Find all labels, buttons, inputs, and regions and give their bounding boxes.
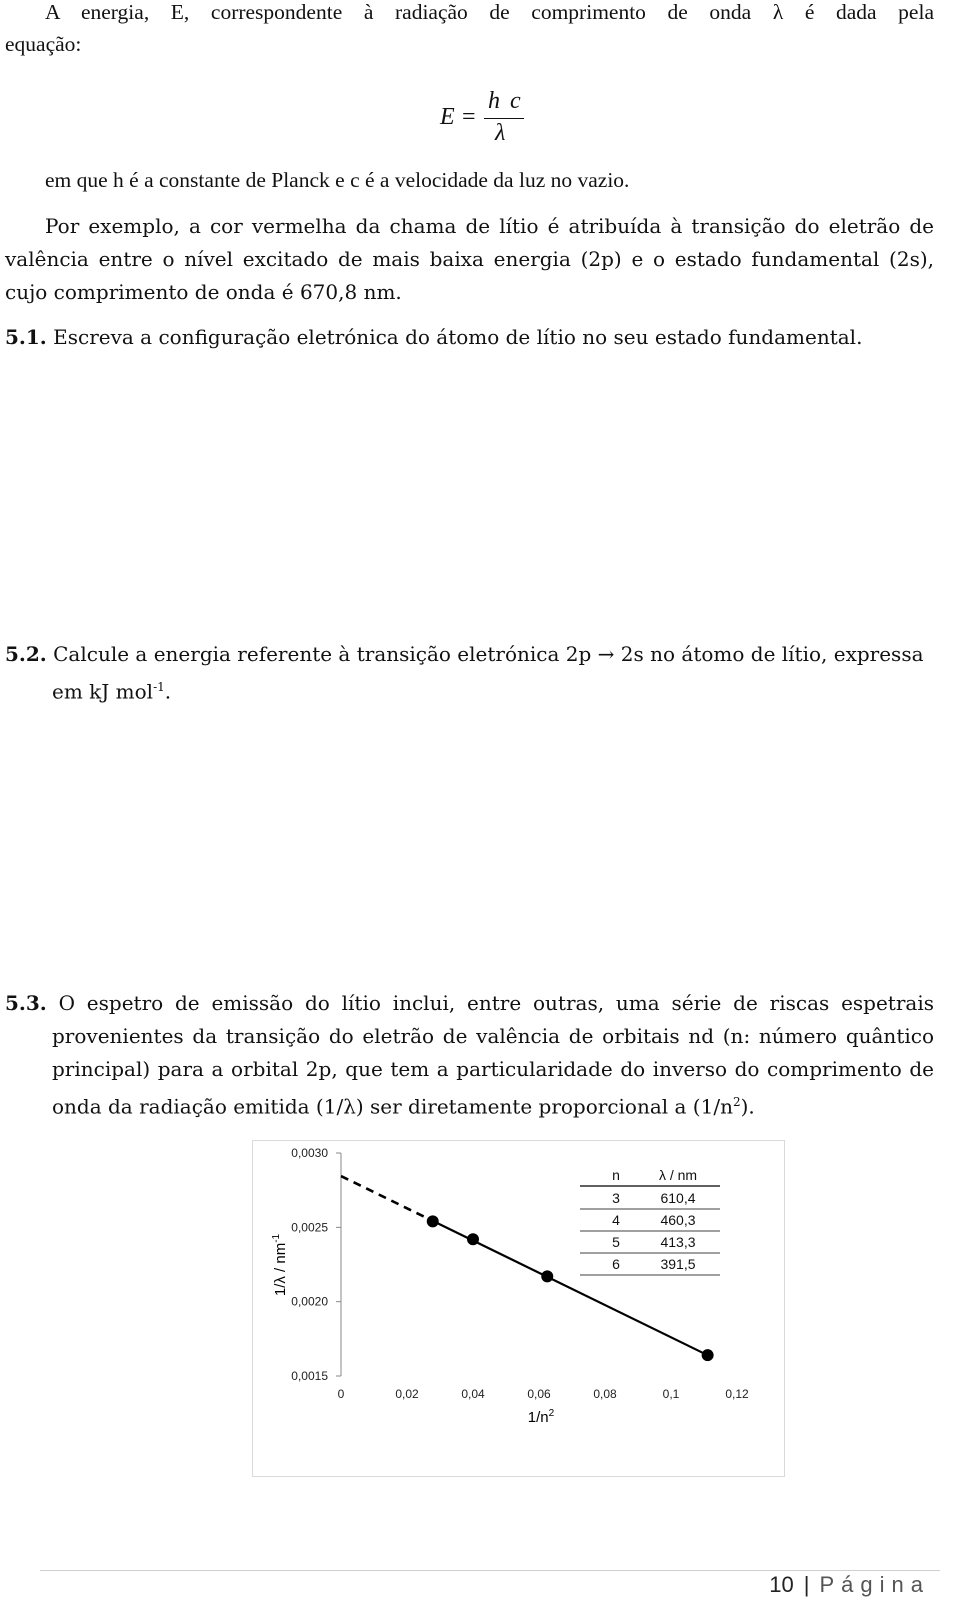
- equation-lhs: E: [440, 104, 455, 130]
- example-line-3: cujo comprimento de onda é 670,8 nm.: [5, 280, 402, 304]
- footer-separator: |: [803, 1572, 810, 1597]
- line-4-text: onda da radiação emitida (1/λ) ser diretamente proporcional a (1/n: [52, 1094, 733, 1119]
- page-number: 10: [769, 1572, 794, 1597]
- question-5-3-text: O espetro de emissão do lítio inclui, entre outras, uma série de riscas espetrais: [46, 991, 934, 1015]
- y-tick-label: 0,0025: [291, 1220, 328, 1235]
- x-tick-label: 0,06: [527, 1387, 551, 1401]
- page-footer: [769, 1572, 930, 1598]
- page-word: Página: [819, 1572, 930, 1597]
- table-header: n: [612, 1167, 620, 1183]
- x-tick-label: 0,1: [662, 1387, 680, 1401]
- equation-denominator: λ: [495, 120, 506, 146]
- question-5-3-line-3: principal) para a orbital 2p, que tem a particularidade do inverso do comprimento de: [52, 1057, 934, 1081]
- table-cell: 460,3: [660, 1212, 696, 1228]
- x-tick-label: 0: [337, 1387, 345, 1401]
- table-cell: 3: [612, 1190, 620, 1206]
- fit-line-extrapolated: [341, 1176, 433, 1221]
- intro-line-1: A energia, E, correspondente à radiação de comprimento de onda λ é dada pela: [45, 0, 934, 24]
- line-4-exponent: 2: [732, 1095, 741, 1109]
- data-point: [427, 1215, 439, 1227]
- x-tick-label: 0,02: [395, 1387, 419, 1401]
- y-tick-label: 0,0020: [291, 1294, 328, 1309]
- x-tick-label: 0,08: [593, 1387, 617, 1401]
- intro-line-2: equação:: [5, 32, 82, 56]
- question-5-3-line-2: provenientes da transição do eletrão de valência de orbitais nd (n: número quântico: [52, 1024, 934, 1048]
- x-tick-label: 0,12: [725, 1387, 749, 1401]
- x-tick-label: 0,04: [461, 1387, 485, 1401]
- data-point: [467, 1233, 479, 1245]
- table-cell: 413,3: [660, 1234, 696, 1250]
- example-line-2: valência entre o nível excitado de mais baixa energia (2p) e o estado fundamental (2s),: [5, 247, 934, 271]
- question-5-2-text: Calcule a energia referente à transição eletrónica 2p → 2s no átomo de lítio, expressa: [46, 642, 924, 666]
- table-cell: 610,4: [660, 1190, 696, 1206]
- y-tick-label: 0,0015: [291, 1369, 328, 1383]
- table-cell: 5: [612, 1234, 620, 1250]
- footer-divider: [40, 1570, 940, 1571]
- table-cell: 391,5: [660, 1256, 696, 1272]
- unit-text: em kJ mol: [52, 679, 154, 704]
- equation-numerator: h c: [488, 88, 523, 114]
- data-point: [702, 1349, 714, 1361]
- question-5-3-number: 5.3.: [5, 991, 47, 1015]
- unit-exponent: -1: [153, 680, 165, 694]
- y-axis-label: $1/\lambda / nm^{-1}$: [271, 1233, 289, 1297]
- x-axis-label: $1/n^2$: [527, 1408, 555, 1426]
- question-5-2-number: 5.2.: [5, 642, 47, 666]
- y-tick-label: 0,0030: [291, 1146, 328, 1160]
- example-line-1: Por exemplo, a cor vermelha da chama de lítio é atribuída à transição do eletrão de: [45, 214, 934, 238]
- table-header: λ / nm: [658, 1167, 698, 1183]
- table-cell: 4: [612, 1212, 620, 1228]
- data-table: [580, 1167, 720, 1275]
- question-5-1-text: Escreva a configuração eletrónica do átomo de lítio no seu estado fundamental.: [46, 325, 863, 349]
- unit-period: .: [164, 679, 172, 704]
- question-5-1-number: 5.1.: [5, 325, 47, 349]
- planck-note: em que h é a constante de Planck e c é a velocidade da luz no vazio.: [45, 168, 630, 192]
- line-4-end: ).: [740, 1094, 755, 1119]
- equation-equals: =: [462, 104, 476, 130]
- table-cell: 6: [612, 1256, 620, 1272]
- data-point: [541, 1270, 553, 1282]
